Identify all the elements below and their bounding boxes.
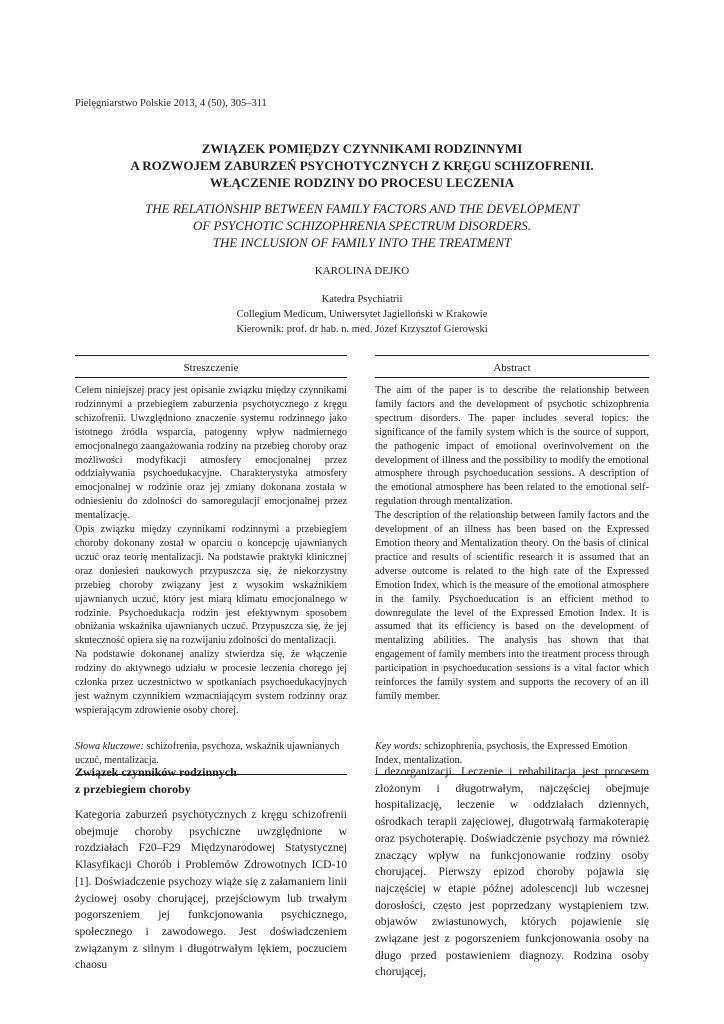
- title-polish-line: WŁĄCZENIE RODZINY DO PROCESU LECZENIA: [209, 175, 515, 190]
- title-english-line: THE RELATIONSHIP BETWEEN FAMILY FACTORS AND THE DEVELOPMENT: [145, 201, 579, 216]
- body-column-left: [75, 807, 347, 974]
- title-english-line: THE INCLUSION OF FAMILY INTO THE TREATMENT: [212, 235, 512, 250]
- title-polish: [60, 140, 664, 191]
- streszczenie-paragraph: Opis związku między czynnikami rodzinnymi a przebiegiem choroby dokonany został w oparciu o koncepcję ujawnianych uczuć oraz teorię mentalizacji. Na podstawie praktyki klinicznej oraz doniesień naukowych przypuszcza się, że niekorzystny przebieg choroby związany jest z wysokim wskaźnikiem ujawnianych uczuć, który jest miarą klimatu emocjonalnego w rodzinie. Psychoedukacja rodzin jest efektywnym sposobem obniżania wskaźnika ujawnianych uczuć. Przypuszcza się, że jej skuteczność opiera się na rozwijaniu zdolności do mentalizacji.: [75, 524, 347, 647]
- keywords-text: schizophrenia, psychosis, the Expressed Emotion Index, mentalization.: [375, 741, 628, 766]
- streszczenie-paragraph: Celem niniejszej pracy jest opisanie związku między czynnikami rodzinnymi a przebiegiem zaburzenia psychotycznego z kręgu schizofrenii. Uwzględniono znaczenie systemu rodzinnego jako istotnego źródła wsparcia, patogenny wpływ nadmiernego emocjonalnego zaangażowania rodziny na przebieg choroby oraz możliwości modyfikacji atmosfery emocjonalnej przez oddziaływania psychoedukacyjne. Charakterystyka atmosfery emocjonalnej w rodzinie oraz jej zmiany dokonana została w odniesieniu do zdolności do samoregulacji emocjonalnej przez mentalizację.: [75, 385, 347, 522]
- divider: [75, 355, 347, 356]
- affiliation-line: Katedra Psychiatrii: [321, 294, 403, 305]
- title-english-line: OF PSYCHOTIC SCHIZOPHRENIA SPECTRUM DISORDERS.: [192, 218, 532, 233]
- author-name: KAROLINA DEJKO: [314, 265, 410, 277]
- body-paragraph: Kategoria zaburzeń psychotycznych z kręgu schizofrenii obejmuje choroby psychiczne uwzględnione w rozdziałach F20–F29 Międzynarodowej Statystycznej Klasyfikacji Chorób i Problemów Zdrowotnych ICD-10 [1]. Doświadczenie psychozy wiąże się z załamaniem linii życiowej osoby chorującej, przejściowym lub trwałym pogorszeniem jej funkcjonowania psychicznego, społecznego i zawodowego. Jest doświadczeniem związanym z silnym i długotrwałym lękiem, poczuciem chaosu: [75, 808, 347, 972]
- section-heading-line: z przebiegiem choroby: [75, 782, 191, 796]
- title-polish-line: A ROZWOJEM ZABURZEŃ PSYCHOTYCZNYCH Z KRĘGU SCHIZOFRENII.: [130, 158, 594, 173]
- abstract-body: [375, 384, 649, 704]
- divider: [375, 355, 649, 356]
- section-heading: [75, 764, 347, 798]
- keywords-label: Słowa kluczowe:: [75, 741, 144, 752]
- abstract-paragraph: The description of the relationship between family factors and the development of an illness has been based on the Expressed Emotion theory and Mentalization theory. On the basis of clinical practice and results of scientific research it is assumed that an adverse outcome is related to the high rate of the Expressed Emotion Index, which is the measure of the emotional atmosphere in the family. Psychoeducation is an efficient method to downregulate the level of the Expressed Emotion Index. It is assumed that its efficiency is based on the development of mentalizing abilities. The analysis has shown that that engagement of family members into the treatment process through participation in psychoeducation sessions is a vital factor which reinforces the family system and supports the recovery of an ill family member.: [375, 510, 649, 702]
- title-polish-line: ZWIĄZEK POMIĘDZY CZYNNIKAMI RODZINNYMI: [201, 141, 523, 156]
- body-column-right: [375, 764, 649, 981]
- keywords-label: Key words:: [375, 741, 422, 752]
- abstract-paragraph: The aim of the paper is to describe the relationship between family factors and the development of psychotic schizophrenia spectrum disorders. The paper includes several topics: the significance of the family system which is the source of support, the pathogenic impact of emotional overinvolvement on the development of illness and the possibility to modify the emotional atmosphere through psychoeducation sessions. A description of the emotional atmosphere has been related to the emotional self-regulation through mentalization.: [375, 385, 649, 508]
- title-english: [60, 200, 664, 251]
- affiliation-line: Collegium Medicum, Uniwersytet Jagielloński w Krakowie: [236, 309, 488, 320]
- affiliation-line: Kierownik: prof. dr hab. n. med. Józef Krzysztof Gierowski: [236, 324, 488, 335]
- streszczenie-heading: Streszczenie: [183, 362, 239, 374]
- body-paragraph: i dezorganizacji. Leczenie i rehabilitacja jest procesem złożonym i długotrwałym, najczęściej obejmuje hospitalizację, leczenie w oddziałach dziennych, ośrodkach terapii zajęciowej, długotrwałą farmakoterapię oraz psychoterapię. Doświadczenie psychozy ma również znaczący wpływ na funkcjonowanie rodziny osoby chorującej. Pierwszy epizod choroby pojawia się najczęściej w etapie późnej adolescencji lub wczesnej dorosłości, często jest poprzedzany wystąpieniem tzw. objawów zwiastunowych, których pojawienie się związane jest z pogorszeniem funkcjonowania osoby na długo przed postawieniem diagnozy. Rodzina osoby chorującej,: [375, 765, 649, 979]
- streszczenie-paragraph: Na podstawie dokonanej analizy stwierdza się, że włączenie rodziny do aktywnego udziału w procesie leczenia chorego jej członka przez uczestnictwo w spotkaniach psychoedukacyjnych jest ważnym czynnikiem wzmacniającym system rodzinny oraz wspierającym zdrowienie osoby chorej.: [75, 649, 347, 716]
- streszczenie-body: [75, 384, 347, 718]
- divider: [375, 377, 649, 378]
- journal-citation: Pielęgniarstwo Polskie 2013, 4 (50), 305–311: [75, 98, 267, 109]
- affiliation: [60, 292, 664, 337]
- abstract-heading: Abstract: [493, 362, 531, 374]
- divider: [75, 377, 347, 378]
- keywords-text: schizofrenia, psychoza, wskaźnik ujawnianych uczuć, mentalizacja.: [75, 741, 340, 766]
- section-heading-line: Związek czynników rodzinnych: [75, 765, 237, 779]
